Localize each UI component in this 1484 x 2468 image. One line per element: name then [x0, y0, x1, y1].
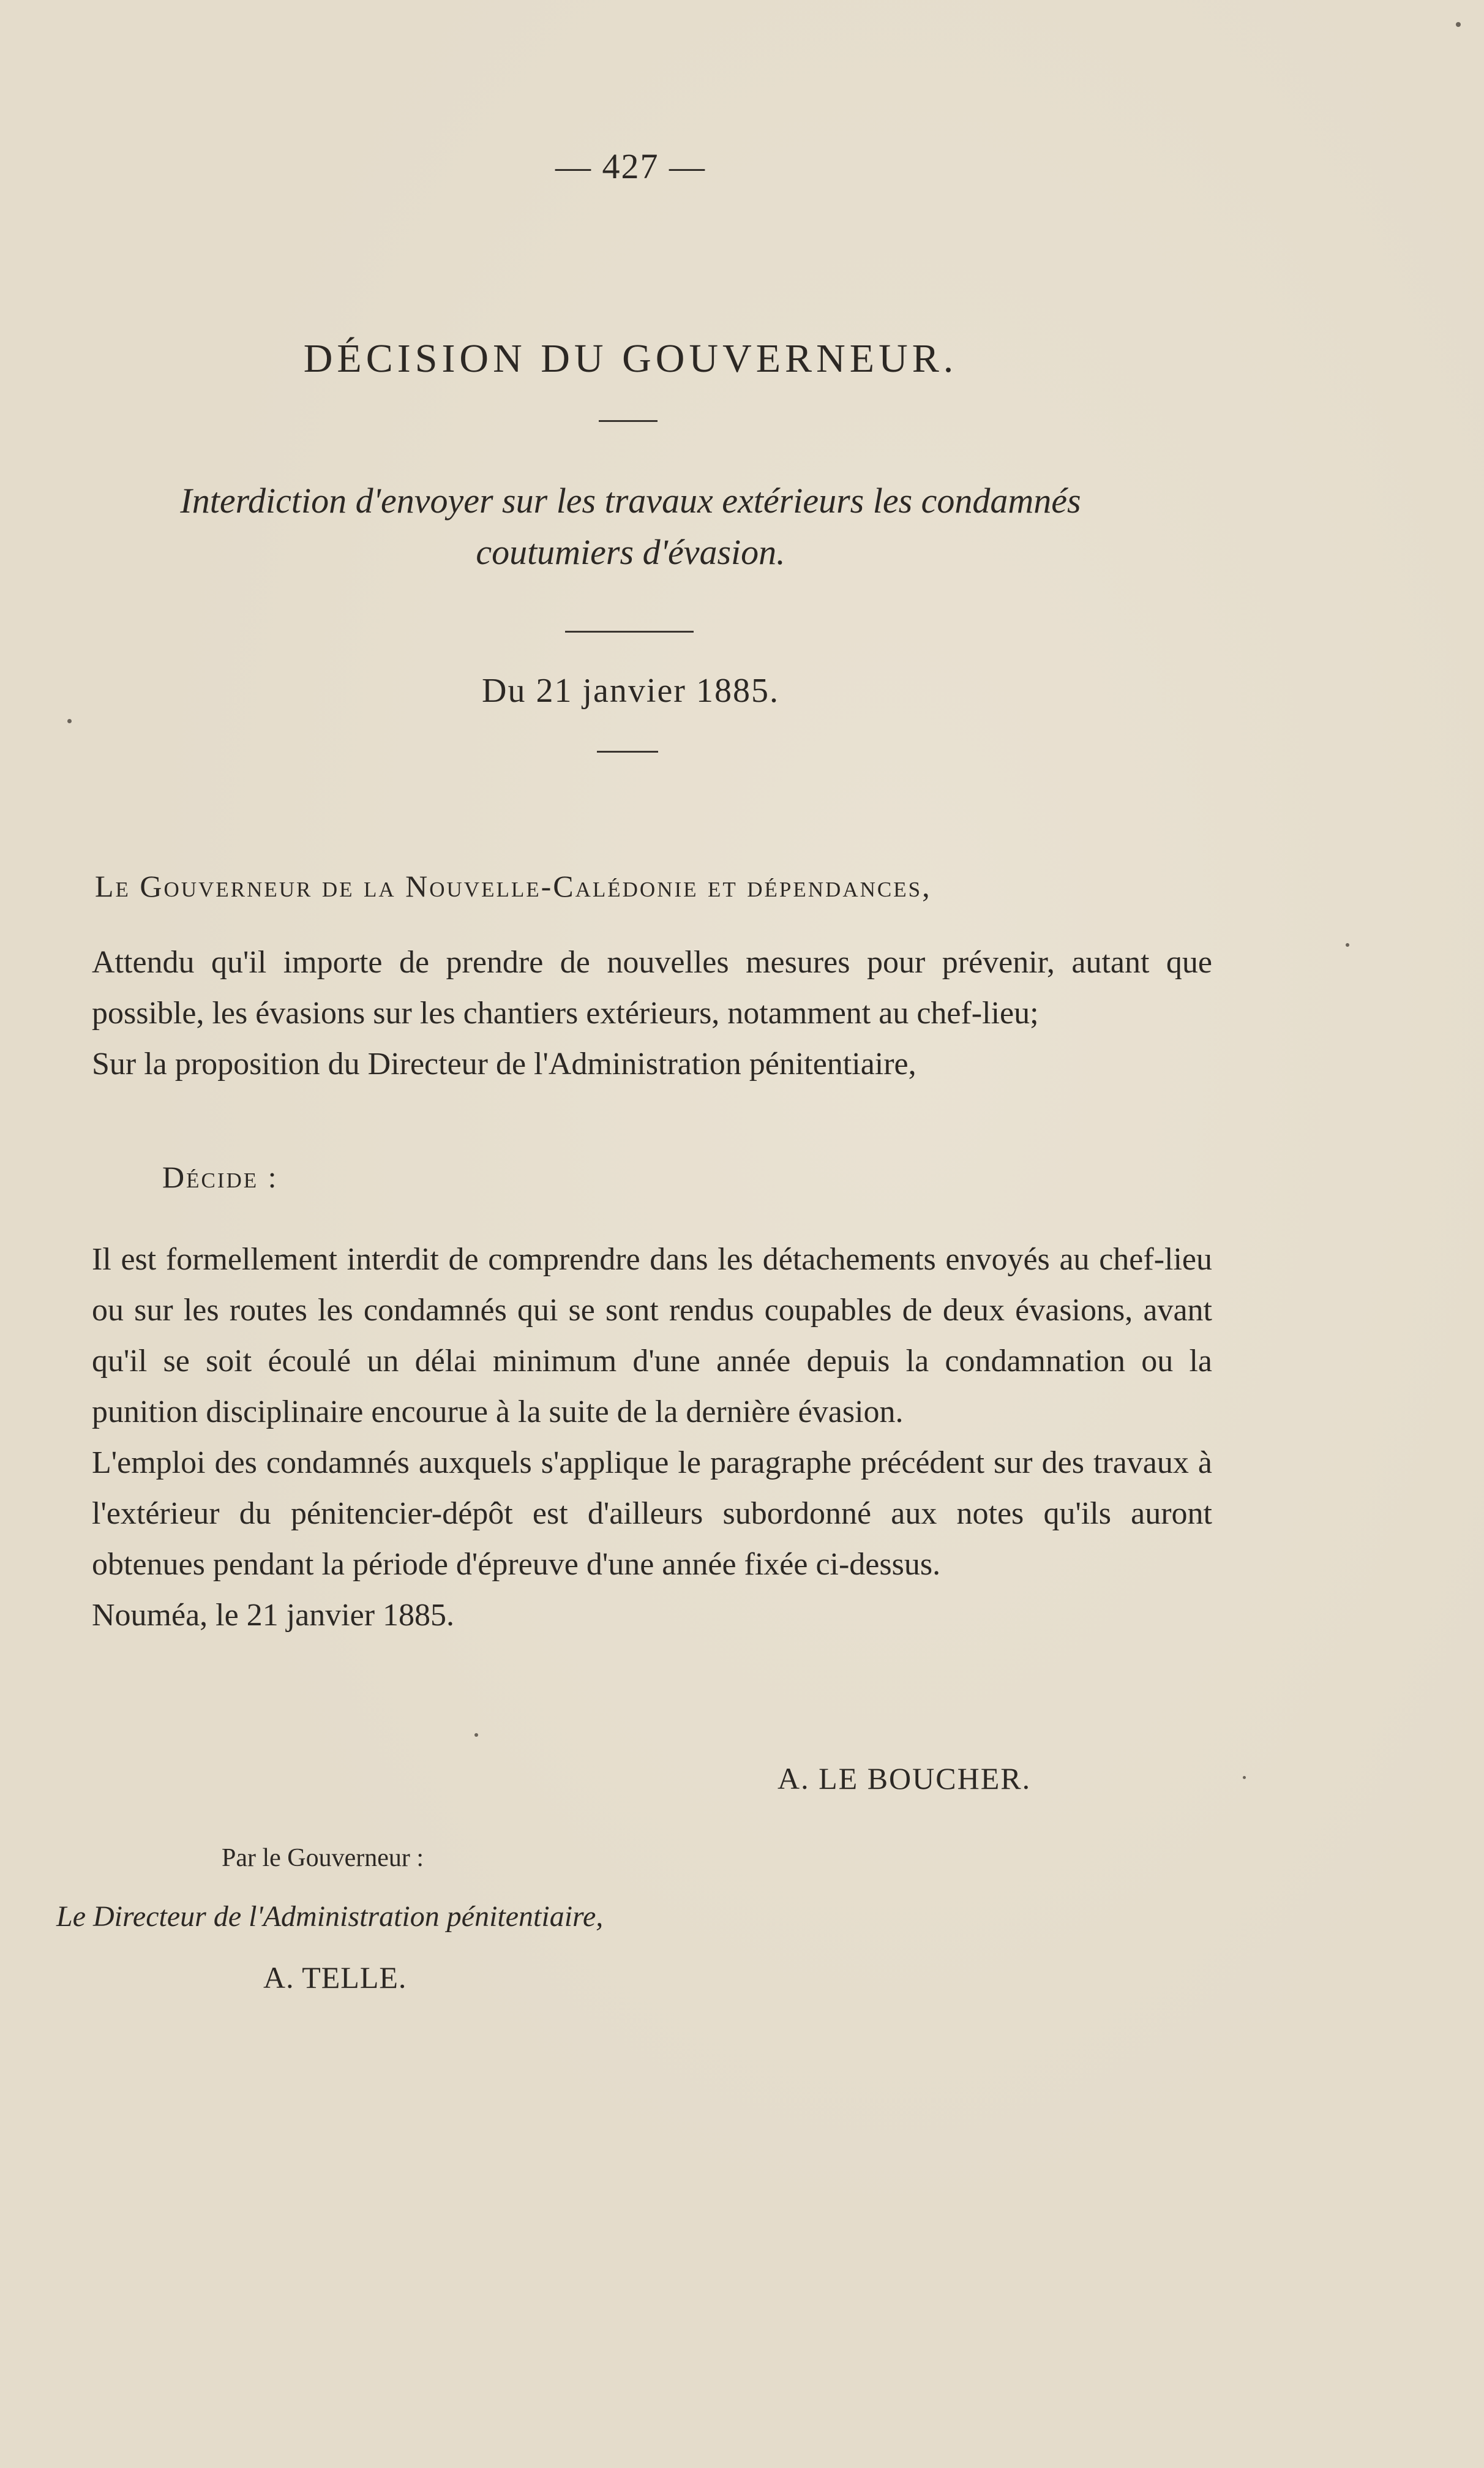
considerants-block [92, 937, 1212, 1089]
governor-heading: Le Gouverneur de la Nouvelle-Calédonie et dépendances, [95, 869, 932, 903]
governor-signature: A. LE BOUCHER. [778, 1761, 1032, 1796]
director-signature: A. TELLE. [263, 1960, 407, 1995]
director-role: Le Directeur de l'Administration pénitentiaire, [56, 1900, 604, 1933]
considerant-proposition: Sur la proposition du Directeur de l'Administration pénitentiaire, [92, 1047, 916, 1082]
articles-block [92, 1234, 1212, 1641]
title-rule [599, 420, 658, 422]
decide-heading: Décide : [162, 1160, 279, 1194]
decision-title: DÉCISION DU GOUVERNEUR. [303, 336, 958, 381]
paper-speck [67, 719, 72, 723]
article-emploi: L'emploi des condamnés auxquels s'applique le paragraphe précédent sur des travaux à l'extérieur du pénitencier-dépôt est d'ailleurs subordonné aux notes qu'ils auront obtenues pendant la période d'épreuve d'une année fixée ci-dessus. [92, 1445, 1212, 1582]
par-le-gouverneur: Par le Gouverneur : [222, 1844, 424, 1872]
page-number: — 427 — [555, 146, 706, 186]
paper-speck [1456, 22, 1461, 27]
subject-rule [565, 631, 694, 633]
decision-subject: Interdiction d'envoyer sur les travaux extérieurs les condamnés coutumiers d'évasion. [180, 481, 1081, 572]
article-interdiction: Il est formellement interdit de comprendre dans les détachements envoyés au chef-lieu ou sur les routes les condamnés qui se sont rendus coupables de deux évasions, avant qu'il se soit écoulé un délai minimum d'une année depuis la condamnation ou la punition disciplinaire encourue à la suite de la dernière évasion. [92, 1242, 1212, 1429]
paper-speck [1346, 943, 1349, 947]
place-date: Nouméa, le 21 janvier 1885. [92, 1598, 455, 1633]
considerant-attendu: Attendu qu'il importe de prendre de nouvelles mesures pour prévenir, autant que possible, les évasions sur les chantiers extérieurs, notamment au chef-lieu; [92, 945, 1212, 1031]
decision-date: Du 21 janvier 1885. [482, 672, 779, 710]
paper-speck [474, 1733, 478, 1737]
paper-speck [1243, 1776, 1246, 1779]
date-rule [597, 751, 658, 753]
